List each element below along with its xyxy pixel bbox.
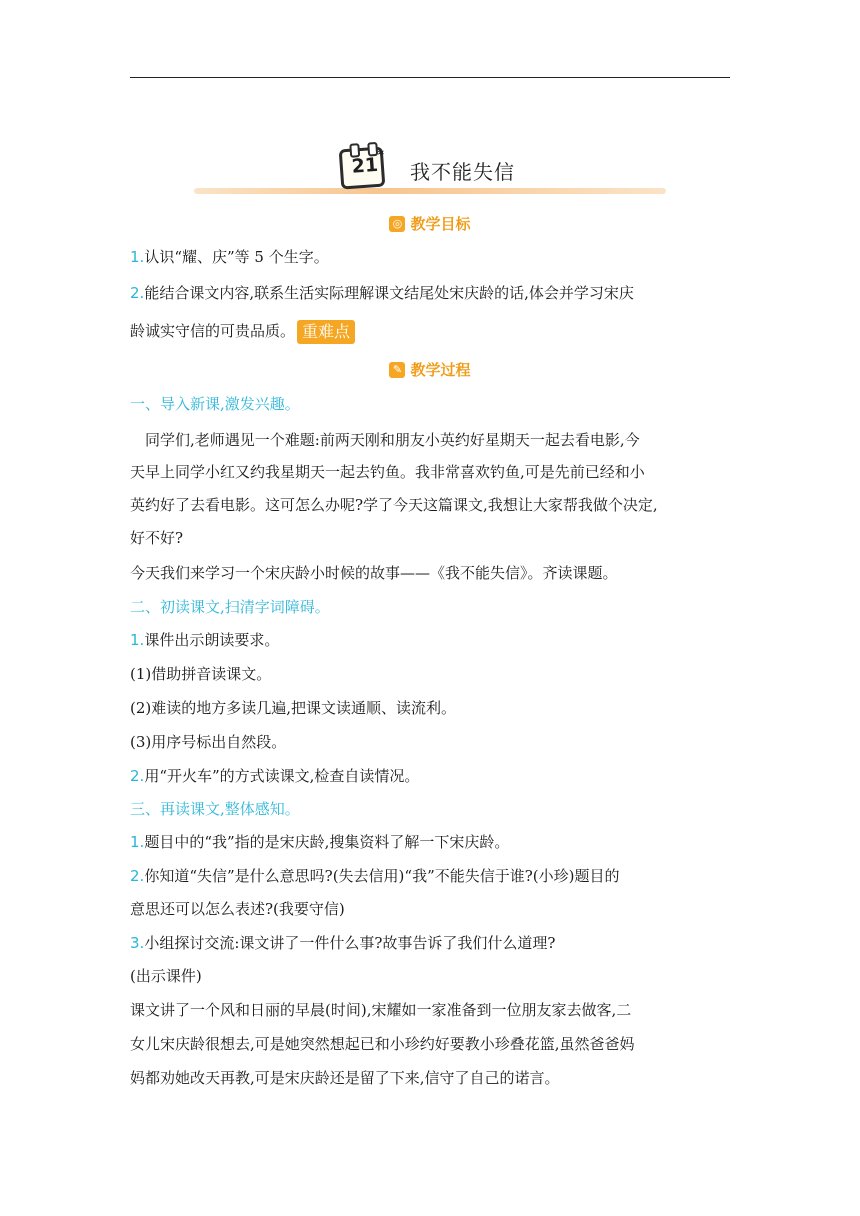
lesson-number-badge (339, 147, 386, 190)
sub-item: (1)借助拼音读课文。 (130, 665, 272, 683)
paragraph-line: 女儿宋庆龄很想去,可是她突然想起已和小珍约好要教小珍叠花篮,虽然爸爸妈 (130, 1035, 635, 1053)
goal-item: 1.认识“耀、庆”等 5 个生字。 (130, 248, 329, 266)
list-item: 2.用“开火车”的方式读课文,检查自读情况。 (130, 767, 420, 785)
list-item: 1.课件出示朗读要求。 (130, 631, 280, 649)
paragraph-line: 天早上同学小红又约我星期天一起去钓鱼。我非常喜欢钓鱼,可是先前已经和小 (130, 463, 645, 481)
note: (出示课件) (130, 967, 202, 985)
goals-heading: ◎ 教学目标 (0, 213, 860, 236)
paragraph-line: 英约好了去看电影。这可怎么办呢?学了今天这篇课文,我想让大家帮我做个决定, (130, 496, 658, 514)
paragraph-line: 意思还可以怎么表述?(我要守信) (130, 900, 345, 918)
list-item: 2.你知道“失信”是什么意思吗?(失去信用)“我”不能失信于谁?(小珍)题目的 (130, 867, 620, 885)
pencil-icon: ✎ (389, 362, 405, 378)
list-item: 3.小组探讨交流:课文讲了一件什么事?故事告诉了我们什么道理? (130, 934, 556, 952)
lesson-header (194, 142, 666, 198)
process-heading: ✎ 教学过程 (0, 359, 860, 382)
paragraph-line: 今天我们来学习一个宋庆龄小时候的故事——《我不能失信》。齐读课题。 (130, 564, 618, 582)
header-underline-bar (194, 188, 666, 194)
paragraph-line: 妈都劝她改天再教,可是宋庆龄还是留了下来,信守了自己的诺言。 (130, 1069, 560, 1087)
lesson-title: 我不能失信 (410, 160, 515, 184)
paragraph-line: 同学们,老师遇见一个难题:前两天刚和朋友小英约好星期天一起去看电影,今 (130, 431, 640, 449)
goal-item: 2.能结合课文内容,联系生活实际理解课文结尾处宋庆龄的话,体会并学习宋庆 (130, 284, 634, 302)
paragraph-line: 好不好? (130, 529, 184, 547)
lesson-mark: * (377, 147, 385, 162)
step-title: 一、导入新课,激发兴趣。 (130, 395, 300, 413)
sub-item: (2)难读的地方多读几遍,把课文读通顺、读流利。 (130, 699, 457, 717)
sub-item: (3)用序号标出自然段。 (130, 733, 287, 751)
paragraph-line: 课文讲了一个风和日丽的早晨(时间),宋耀如一家准备到一位朋友家去做客,二 (130, 1001, 632, 1019)
goal-item-continued: 龄诚实守信的可贵品质。 重难点 (130, 320, 730, 344)
list-item: 1.题目中的“我”指的是宋庆龄,搜集资料了解一下宋庆龄。 (130, 833, 510, 851)
step-title: 二、初读课文,扫清字词障碍。 (130, 598, 330, 616)
step-title: 三、再读课文,整体感知。 (130, 800, 300, 818)
lesson-number: 21 (350, 153, 379, 178)
key-point-tag: 重难点 (297, 320, 355, 344)
target-icon: ◎ (389, 216, 405, 232)
header-rule (130, 77, 730, 78)
